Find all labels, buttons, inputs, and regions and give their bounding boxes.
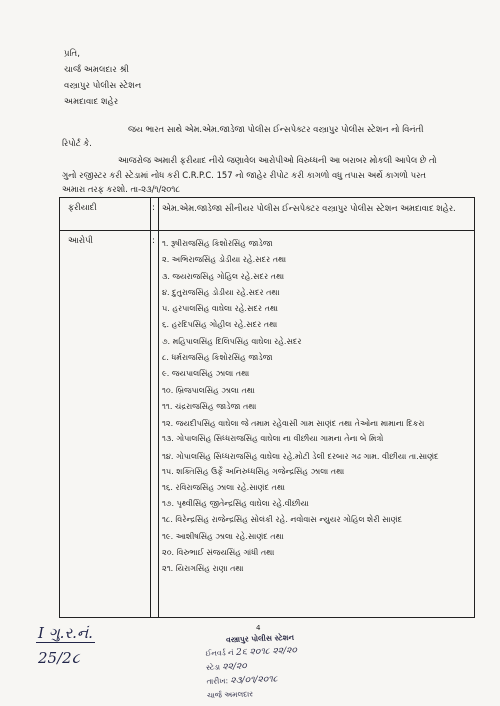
parties-table — [59, 197, 475, 618]
address-line: પ્રતિ, — [64, 49, 80, 59]
stamp-title: વસ્ત્રાપુર પોલીસ સ્ટેશન — [225, 632, 295, 645]
complainant-text: એમ.એમ.જાડેજા સીનીયર પોલીસ ઈન્સપેક્ટર વસ્ત્રાપુર પોલીસ સ્ટેશન અમદાવાદ શહેર. — [162, 203, 456, 213]
body-paragraph-line: ગુનો રજીસ્ટર કરી સ્ટેડામાં નોધ કરી C.R.P.C. 157 નો જાહેર રીપોટ કરી કાગળો વધુ તપાસ અર્થે કાગળો પરત — [62, 170, 426, 180]
inward-number-label: I ગુ.ર.નં. — [38, 624, 93, 642]
complainant-label: ફરીયાદી — [68, 202, 97, 212]
body-paragraph-line: આજરોજ અમારી ફરીયાદ નીચે જણાવેલ આરોપીઓ વિરુધ્ધની આ બરાબર મોકલી આપેલ છે તો — [118, 155, 437, 165]
stamp-officer: ચાર્જ અમલદાર — [206, 689, 254, 700]
accused-item: ૧૮. વિરેન્દ્રસિંહ રાજેન્દ્રસિંહ સોલંકી રહે. નવોવાસ ન્યુયર ગોહિલ શેરી સાણંદ — [162, 515, 403, 525]
accused-row — [60, 231, 474, 617]
request-paragraph-line: જય ભારત સાથે એમ.એમ.જાડેજા પોલીસ ઈન્સપેક્ટર વસ્ત્રાપુર પોલીસ સ્ટેશન નો વિનંતી — [128, 124, 424, 134]
complainant-row — [60, 198, 474, 231]
accused-item: ૮. ધર્મરાજસિંહ કિશોરસિંહ જાડેજા — [162, 353, 273, 363]
page-number: 4 — [256, 624, 261, 632]
colon: : — [152, 235, 155, 245]
accused-item: ૧૧. ચંદ્રરાજસિંહ જાડેજા તથા — [162, 401, 257, 411]
accused-item: ૬. હરદિપસિંહ ગોહીલ રહે.સદર તથા — [162, 320, 278, 330]
accused-item: ૧૫. શક્તિસિંહ ઉર્ફે અનિરુધ્ધસિંહ ગજેન્દ્રસિંહ ઝાલા તથા — [162, 466, 345, 476]
accused-item: ૧૭. પૃથ્વીસિંહ જીતેન્દ્રસિંહ વાઘેલા રહે.વીછીયા — [162, 499, 309, 509]
accused-item: ૧૬. રવિરાજસિંહ ઝાલા રહે.સાણંદ તથા — [162, 482, 285, 492]
address-line: ચાર્જ અમલદાર શ્રી — [64, 65, 130, 75]
accused-item: ૧૯. આશીષસિંહ ઝાલા રહે.સાણંદ તથા — [162, 531, 284, 541]
stamp-row: ઈનવર્ડ નં 2૬ ૨૦૧૮ ૨૨/૨૦ — [205, 645, 298, 658]
recipient-address — [64, 46, 141, 110]
accused-item: ૧૩. ગોપાલસિંહ સિધ્ધરાજસિંહ વાઘેલા ના વીછીયા ગામના તેના બે મિત્રો — [162, 434, 384, 444]
stamp-date: તારીખ: ૨૩/૦૧/૨૦૧૮ — [206, 674, 278, 687]
accused-item: ૨. અભિરાજસિંહ ડોડીયા રહે.સદર તથા — [162, 255, 287, 265]
accused-item: ૧. રૂષીરાજસિંહ કિશોરસિંહ જાડેજા — [162, 239, 273, 248]
stamp-row: સ્ટેડા ૨૨/૨૦ — [205, 661, 247, 673]
accused-item: ૨૦. વિરુભાઈ સંજયસિંહ ગાંધી તથા — [162, 548, 275, 558]
address-line: અમદાવાદ શહેર — [64, 97, 119, 107]
accused-item: ૩. જયરાજસિંહ ગોહિલ રહે.સદર તથા — [162, 271, 285, 281]
accused-list — [162, 236, 470, 578]
handwritten-inward-note — [36, 624, 95, 667]
police-station-stamp — [205, 630, 317, 702]
request-paragraph-line: રિપોર્ટ કે. — [62, 138, 92, 148]
accused-label: આરોપી — [68, 235, 93, 245]
accused-item: ૪. દુતુરાજસિંહ ડોડીયા રહે.સદર તથા — [162, 287, 280, 297]
accused-item: ૧૨. જયદીપસિંહ વાઘેલા જે તમામ રહેવાસી ગામ સાણંદ તથા તેઓના મામાના દિકરા — [162, 419, 425, 429]
accused-item: ૭. મહિપાલસિંહ દિલિપસિંહ વાઘેલા રહે.સદર — [162, 336, 302, 346]
inward-number-value: 25/2૮ — [38, 649, 80, 667]
accused-item: ૧૦. બ્રિજપાલસિંહ ઝાલા તથા — [162, 385, 255, 395]
accused-item: ૨૧. યિરાગસિંહ રાણા તથા — [162, 564, 244, 574]
accused-item: ૫. હરપાલસિંહ વાઘેલા રહે.સદર તથા — [162, 304, 279, 314]
address-line: વસ્ત્રાપુર પોલીસ સ્ટેશન — [64, 81, 142, 91]
accused-item: ૧૪. ગોપાલસિંહ સિધ્ધરાજસિંહ વાઘેલા રહે.મોટી ડેલી દરબાર ગઢ ગામ. વીછીયા તા.સાણંદ — [162, 451, 439, 461]
body-paragraph-line: અમારા તરફ કરશો. તા-૨૩/૧/૨૦૧૮ — [62, 184, 181, 194]
accused-item: ૯. જયપાલસિંહ ઝાલા તથા — [162, 369, 250, 379]
colon: : — [152, 202, 155, 212]
